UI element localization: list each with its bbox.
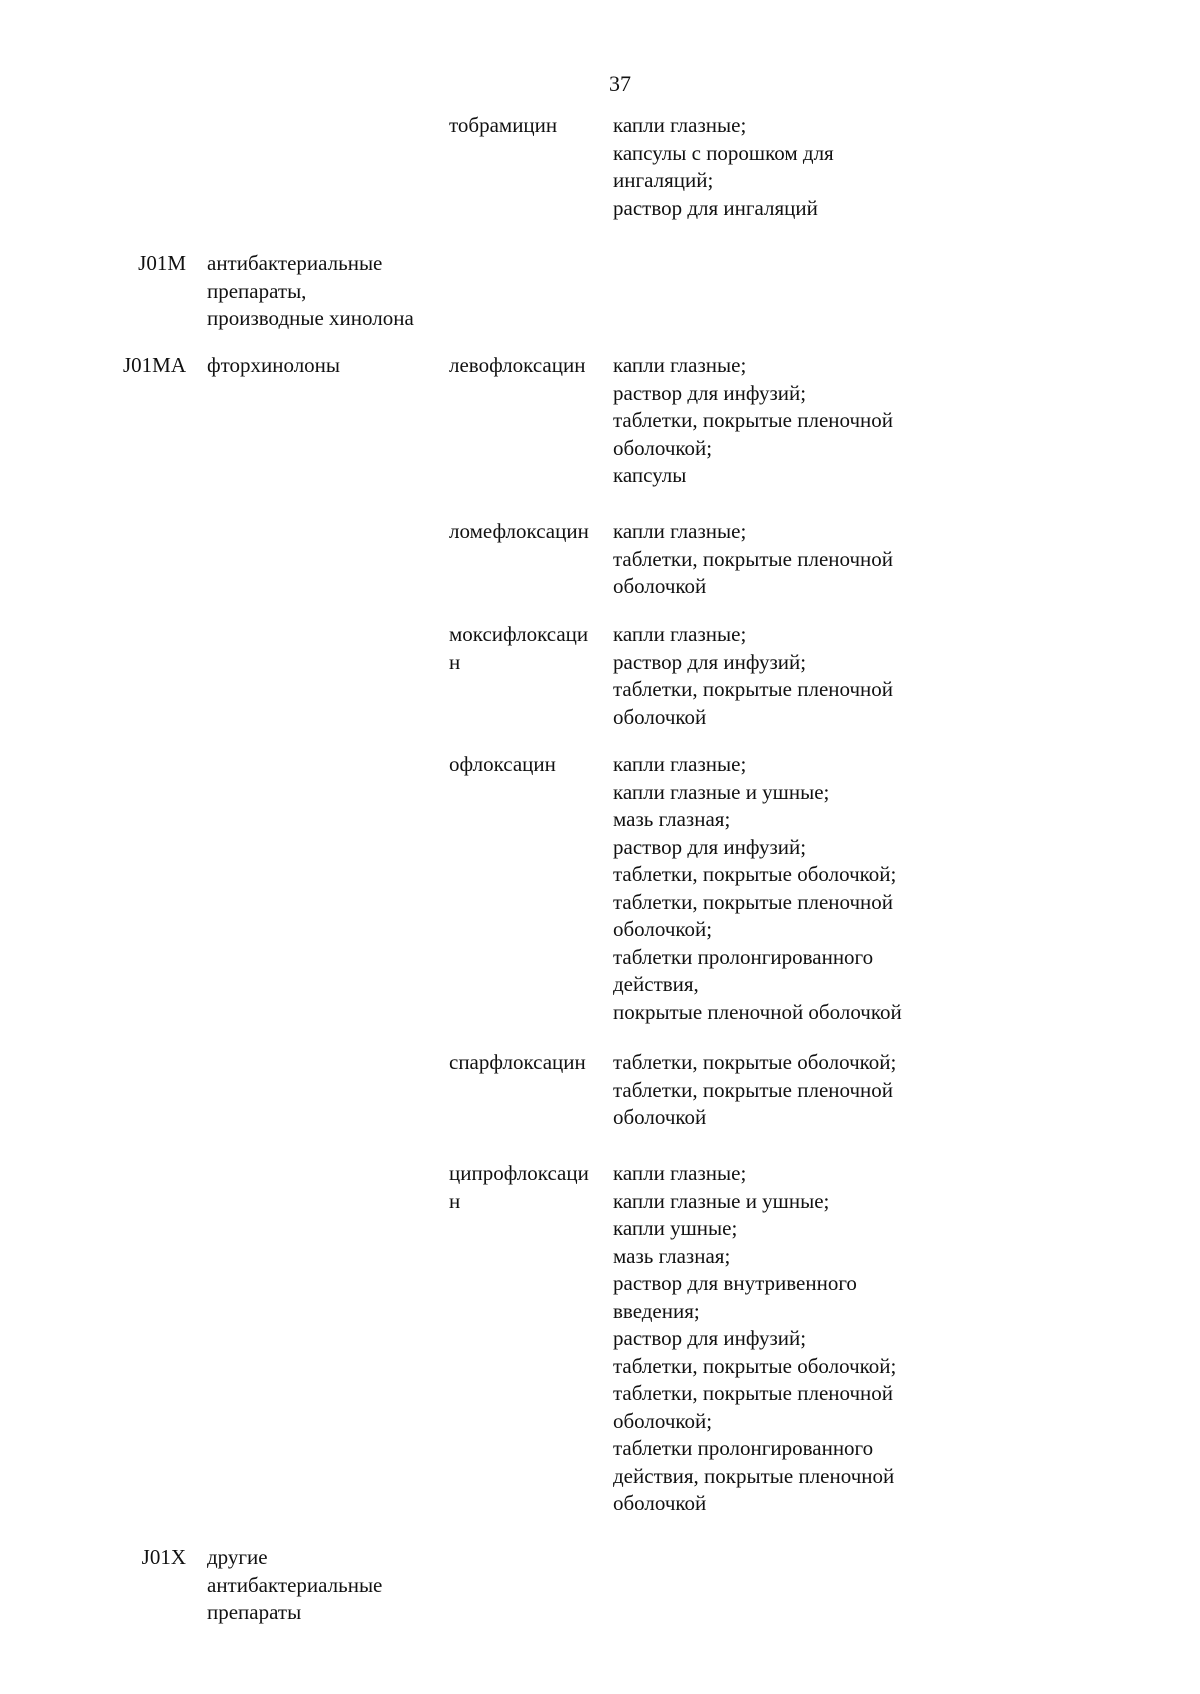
atc-group-name: фторхинолоны [207, 353, 341, 377]
drug-name: ломефлоксацин [449, 519, 589, 543]
atc-code: J01MA [122, 353, 186, 377]
drug-name: ципрофлоксаци н [449, 1161, 589, 1213]
drug-name: моксифлоксаци н [449, 622, 589, 674]
drug-name: левофлоксацин [449, 353, 586, 377]
atc-group-name: другие антибактериальные препараты [207, 1545, 383, 1624]
atc-group-name: антибактериальные препараты, производные хинолона [207, 251, 414, 330]
dosage-forms: капли глазные; раствор для инфузий; таблетки, покрытые пленочной оболочкой; капсулы [613, 353, 894, 487]
dosage-forms: таблетки, покрытые оболочкой; таблетки, покрытые пленочной оболочкой [613, 1050, 897, 1129]
drug-name: тобрамицин [449, 113, 558, 137]
dosage-forms: капли глазные; таблетки, покрытые пленочной оболочкой [613, 519, 894, 598]
atc-code: J01M [138, 251, 186, 275]
drug-name: офлоксацин [449, 752, 556, 776]
dosage-forms: капли глазные; капсулы с порошком для ингаляций; раствор для ингаляций [613, 113, 834, 220]
atc-code: J01X [141, 1545, 186, 1569]
drug-name: спарфлоксацин [449, 1050, 586, 1074]
dosage-forms: капли глазные; раствор для инфузий; таблетки, покрытые пленочной оболочкой [613, 622, 894, 729]
dosage-forms: капли глазные; капли глазные и ушные; мазь глазная; раствор для инфузий; таблетки, покрытые оболочкой; таблетки, покрытые пленочной оболочкой; таблетки пролонгированного действия, покрытые пленочной оболочкой [613, 752, 902, 1024]
dosage-forms: капли глазные; капли глазные и ушные; капли ушные; мазь глазная; раствор для внутривенного введения; раствор для инфузий; таблетки, покрытые оболочкой; таблетки, покрытые пленочной оболочкой; таблетки пролонгированного действия, покрытые пленочной оболочкой [613, 1161, 897, 1515]
page-number: 37 [609, 71, 631, 96]
